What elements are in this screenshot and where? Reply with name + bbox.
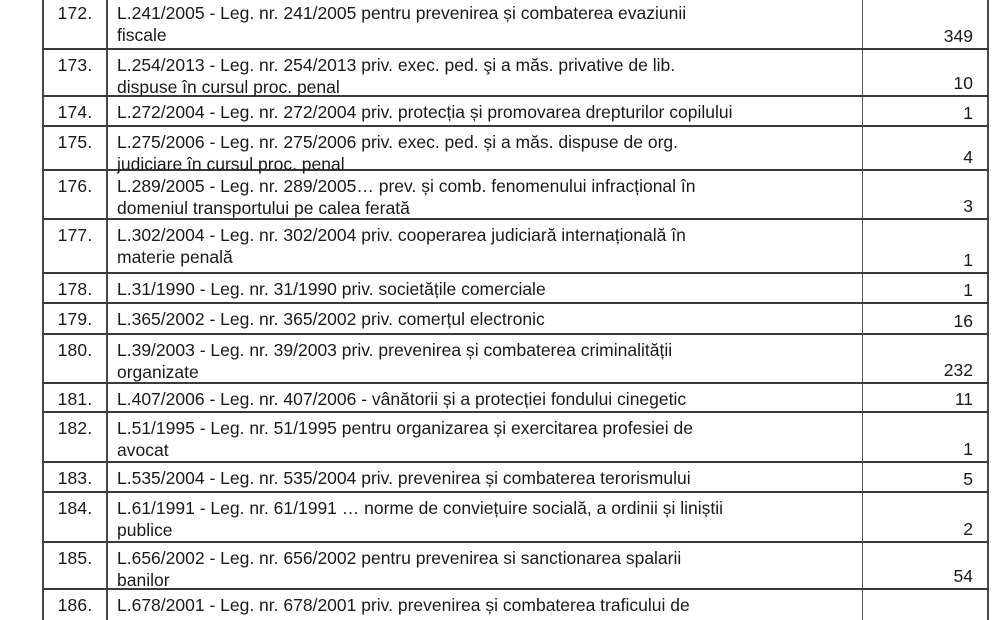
table-row xyxy=(42,590,989,620)
row-number: 183. xyxy=(42,463,108,491)
table-row xyxy=(42,493,989,543)
row-description xyxy=(108,335,863,382)
row-description xyxy=(108,304,863,333)
table-row xyxy=(42,304,989,335)
row-number: 184. xyxy=(42,493,108,541)
row-count xyxy=(863,590,989,620)
table-row xyxy=(42,0,989,50)
row-description xyxy=(108,220,863,272)
table-row xyxy=(42,335,989,384)
table-row xyxy=(42,274,989,304)
row-description xyxy=(108,274,863,302)
row-count: 11 xyxy=(863,384,989,411)
row-description xyxy=(108,171,863,218)
description-line-2: publice xyxy=(117,520,173,540)
row-description xyxy=(108,590,863,620)
row-number: 182. xyxy=(42,413,108,461)
row-description xyxy=(108,543,863,588)
row-number: 180. xyxy=(42,335,108,382)
row-count: 1 xyxy=(863,97,989,125)
description-line: L.678/2001 - Leg. nr. 678/2001 priv. prevenirea și combaterea traficului de xyxy=(117,595,690,615)
table-row xyxy=(42,171,989,220)
description-line-2: materie penală xyxy=(117,247,233,267)
description-line-2: banilor xyxy=(117,570,170,590)
description-line: L.535/2004 - Leg. nr. 535/2004 priv. prevenirea și combaterea terorismului xyxy=(117,468,691,488)
table-row xyxy=(42,384,989,413)
table-row xyxy=(42,463,989,493)
table-row xyxy=(42,220,989,274)
row-count: 1 xyxy=(863,413,989,461)
statistics-table xyxy=(42,0,989,620)
description-line: L.275/2006 - Leg. nr. 275/2006 priv. exec. ped. și a măs. dispuse de org. xyxy=(117,132,679,152)
row-count: 4 xyxy=(863,127,989,169)
description-line: L.31/1990 - Leg. nr. 31/1990 priv. societățile comerciale xyxy=(117,279,546,299)
table-row xyxy=(42,97,989,127)
row-number: 177. xyxy=(42,220,108,272)
row-description xyxy=(108,413,863,461)
description-line: L.241/2005 - Leg. nr. 241/2005 pentru prevenirea și combaterea evaziunii xyxy=(117,3,687,23)
row-number: 178. xyxy=(42,274,108,302)
description-line: L.302/2004 - Leg. nr. 302/2004 priv. cooperarea judiciară internațională în xyxy=(117,225,686,245)
description-line: L.656/2002 - Leg. nr. 656/2002 pentru prevenirea si sanctionarea spalarii xyxy=(117,548,682,568)
row-number: 176. xyxy=(42,171,108,218)
row-count: 349 xyxy=(863,0,989,48)
row-number: 185. xyxy=(42,543,108,588)
description-line: L.407/2006 - Leg. nr. 407/2006 - vânătorii și a protecției fondului cinegetic xyxy=(117,389,687,409)
description-line: L.365/2002 - Leg. nr. 365/2002 priv. comerțul electronic xyxy=(117,309,545,329)
row-count: 16 xyxy=(863,304,989,333)
row-count: 10 xyxy=(863,50,989,95)
table-row xyxy=(42,543,989,590)
row-description xyxy=(108,127,863,174)
description-line-2: fiscale xyxy=(117,25,167,45)
row-count: 54 xyxy=(863,543,989,588)
description-line: L.254/2013 - Leg. nr. 254/2013 priv. exec. ped. şi a măs. privative de lib. xyxy=(117,55,676,75)
row-number: 175. xyxy=(42,127,108,169)
table-row xyxy=(42,127,989,174)
row-count: 1 xyxy=(863,274,989,302)
description-line-2: domeniul transportului pe calea ferată xyxy=(117,198,410,218)
row-description xyxy=(108,0,863,48)
row-number: 174. xyxy=(42,97,108,125)
description-line-2: judiciare în cursul proc. penal xyxy=(117,154,345,174)
row-number: 181. xyxy=(42,384,108,411)
row-description xyxy=(108,463,863,491)
row-count: 2 xyxy=(863,493,989,541)
row-count: 232 xyxy=(863,335,989,382)
description-line: L.51/1995 - Leg. nr. 51/1995 pentru organizarea și exercitarea profesiei de xyxy=(117,418,693,438)
description-line: L.289/2005 - Leg. nr. 289/2005… prev. și comb. fenomenului infracțional în xyxy=(117,176,696,196)
table-row xyxy=(42,413,989,463)
row-description xyxy=(108,384,863,411)
row-number: 173. xyxy=(42,50,108,95)
row-description xyxy=(108,493,863,541)
description-line: L.272/2004 - Leg. nr. 272/2004 priv. protecția și promovarea drepturilor copilului xyxy=(117,102,733,122)
description-line-2: dispuse în cursul proc. penal xyxy=(117,77,340,97)
description-line-2: avocat xyxy=(117,440,169,460)
table-row xyxy=(42,50,989,97)
row-number: 179. xyxy=(42,304,108,333)
row-count: 5 xyxy=(863,463,989,491)
row-number: 172. xyxy=(42,0,108,48)
row-number: 186. xyxy=(42,590,108,620)
description-line: L.61/1991 - Leg. nr. 61/1991 … norme de conviețuire socială, a ordinii și liniștii xyxy=(117,498,724,518)
row-description xyxy=(108,97,863,125)
row-count: 3 xyxy=(863,171,989,218)
row-count: 1 xyxy=(863,220,989,272)
description-line-2: organizate xyxy=(117,362,199,382)
row-description xyxy=(108,50,863,95)
description-line: L.39/2003 - Leg. nr. 39/2003 priv. prevenirea și combaterea criminalității xyxy=(117,340,673,360)
